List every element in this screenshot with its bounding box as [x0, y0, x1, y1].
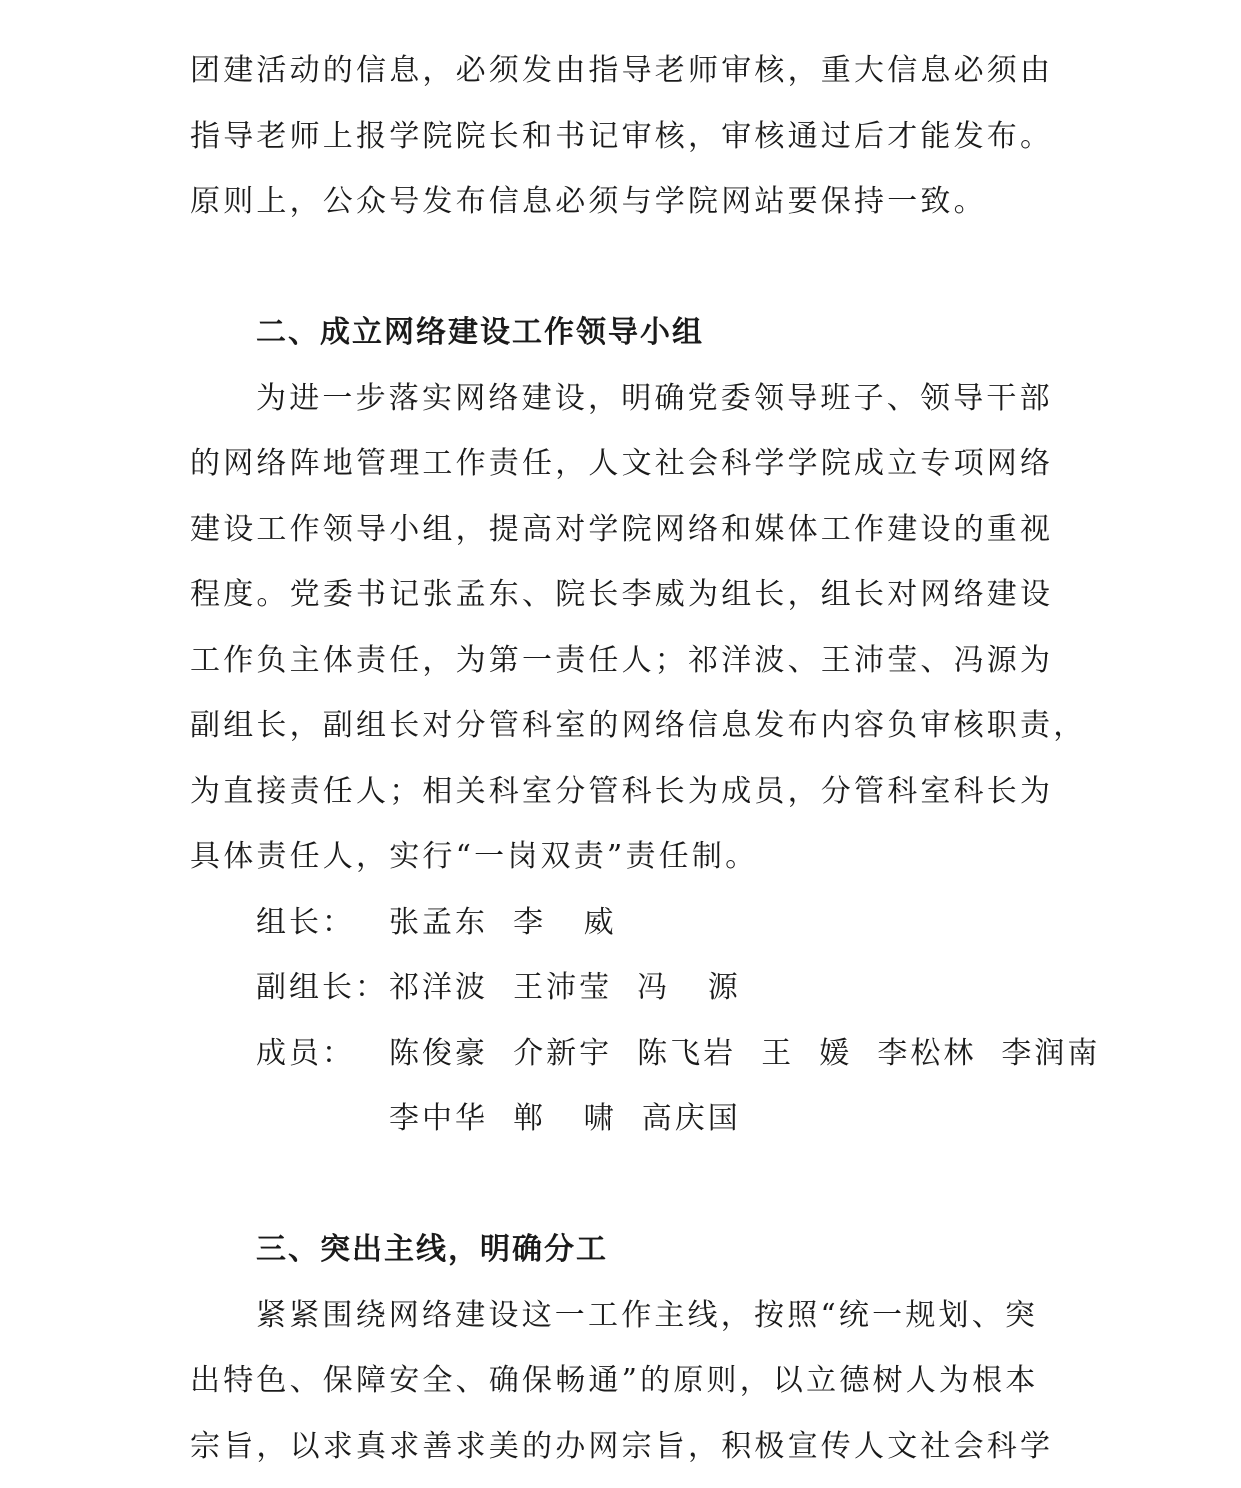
section2-line-3: 建设工作领导小组，提高对学院网络和媒体工作建设的重视	[190, 511, 1054, 547]
section3-line-2: 出特色、保障安全、确保畅通”的原则，以立德树人为根本	[190, 1363, 1039, 1398]
member-names-2: 李中华 郸 啸 高庆国	[389, 1101, 741, 1136]
section2-heading: 二、成立网络建设工作领导小组	[256, 315, 704, 350]
leader-label: 组长：	[256, 904, 355, 940]
document-page	[190, 38, 1101, 1479]
intro-line-2: 指导老师上报学院院长和书记审核，审核通过后才能发布。	[190, 118, 1054, 154]
leader-row	[190, 890, 1060, 956]
deputy-row	[190, 955, 1060, 1021]
member-names-1: 陈俊豪 介新宇 陈飞岩 王 媛 李松林 李润南	[389, 1035, 1101, 1071]
intro-line-3: 原则上，公众号发布信息必须与学院网站要保持一致。	[190, 184, 987, 219]
section2-line-2: 的网络阵地管理工作责任，人文社会科学学院成立专项网络	[190, 446, 1054, 481]
member-row	[190, 1021, 1101, 1087]
section-gap-2	[190, 1152, 1060, 1218]
section2-line-5: 工作负主体责任，为第一责任人；祁洋波、王沛莹、冯源为	[190, 642, 1054, 678]
section-gap	[190, 235, 1060, 301]
deputy-label: 副组长：	[256, 970, 388, 1005]
section3-heading: 三、突出主线，明确分工	[256, 1232, 608, 1267]
section2-line-8: 具体责任人，实行“一岗双责”责任制。	[190, 839, 759, 874]
section2-line-1: 为进一步落实网络建设，明确党委领导班子、领导干部	[256, 380, 1053, 416]
member-label: 成员：	[256, 1035, 355, 1071]
section2-line-4: 程度。党委书记张孟东、院长李威为组长，组长对网络建设	[190, 577, 1054, 612]
section2-line-6: 副组长，副组长对分管科室的网络信息发布内容负审核职责，	[190, 708, 1087, 743]
intro-line-1: 团建活动的信息，必须发由指导老师审核，重大信息必须由	[190, 53, 1054, 88]
section3-line-3: 宗旨，以求真求善求美的办网宗旨，积极宣传人文社会科学	[190, 1428, 1054, 1464]
section3-line-1: 紧紧围绕网络建设这一工作主线，按照“统一规划、突	[256, 1297, 1039, 1333]
deputy-names: 祁洋波 王沛莹 冯 源	[389, 970, 741, 1005]
leader-names: 张孟东 李 威	[389, 904, 617, 940]
section2-line-7: 为直接责任人；相关科室分管科长为成员，分管科室科长为	[190, 773, 1054, 809]
member-label-spacer	[256, 1086, 389, 1152]
member-row-continued	[190, 1086, 1060, 1152]
